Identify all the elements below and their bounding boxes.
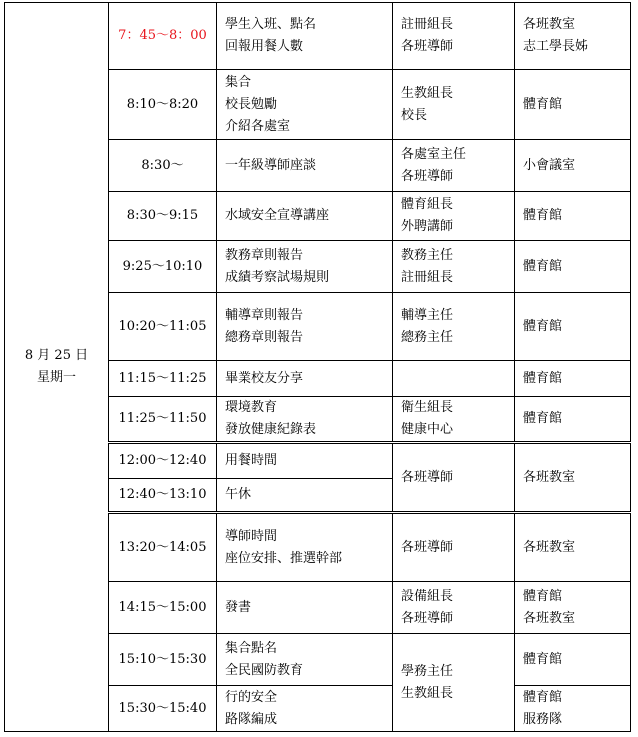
item-cell: 午休	[217, 479, 393, 513]
person-cell: 輔導主任 總務主任	[393, 293, 515, 361]
item-cell: 行的安全 路隊編成	[217, 686, 393, 732]
place-cell: 體育館	[515, 293, 631, 361]
person-cell: 各處室主任 各班導師	[393, 140, 515, 192]
place-cell: 體育館	[515, 397, 631, 443]
time-cell: 15:10～15:30	[109, 634, 217, 686]
item-cell: 學生入班、點名 回報用餐人數	[217, 3, 393, 70]
person-cell: 各班導師	[393, 513, 515, 582]
place-cell: 體育館	[515, 361, 631, 397]
schedule-document	[4, 2, 630, 732]
item-cell: 集合 校長勉勵 介紹各處室	[217, 70, 393, 140]
time-cell: 8:30～9:15	[109, 192, 217, 241]
time-cell: 8:10～8:20	[109, 70, 217, 140]
time-cell: 11:15～11:25	[109, 361, 217, 397]
time-cell: 14:15～15:00	[109, 582, 217, 634]
place-cell: 體育館	[515, 192, 631, 241]
time-cell: 15:30～15:40	[109, 686, 217, 732]
time-cell: 11:25～11:50	[109, 397, 217, 443]
time-cell: 8:30～	[109, 140, 217, 192]
person-cell-merged: 各班導師	[393, 443, 515, 513]
date-cell	[5, 3, 109, 732]
time-cell: 9:25～10:10	[109, 241, 217, 293]
item-cell: 用餐時間	[217, 443, 393, 479]
place-cell: 體育館	[515, 70, 631, 140]
date-day: 8 月 25 日	[24, 348, 89, 363]
place-cell: 體育館	[515, 634, 631, 686]
item-cell: 一年級導師座談	[217, 140, 393, 192]
time-cell: 10:20～11:05	[109, 293, 217, 361]
time-cell: 12:00～12:40	[109, 443, 217, 479]
table-row	[5, 3, 631, 70]
person-cell: 生教組長 校長	[393, 70, 515, 140]
person-cell: 體育組長 外聘講師	[393, 192, 515, 241]
item-cell: 集合點名 全民國防教育	[217, 634, 393, 686]
time-cell: 7：45～8：00	[109, 3, 217, 70]
person-cell-merged: 學務主任 生教組長	[393, 634, 515, 732]
place-cell: 各班教室 志工學長姊	[515, 3, 631, 70]
time-cell: 12:40～13:10	[109, 479, 217, 513]
time-cell: 13:20～14:05	[109, 513, 217, 582]
person-cell: 衛生組長 健康中心	[393, 397, 515, 443]
place-cell: 各班教室	[515, 513, 631, 582]
item-cell: 發書	[217, 582, 393, 634]
item-cell: 導師時間 座位安排、推選幹部	[217, 513, 393, 582]
schedule-table	[4, 2, 631, 732]
place-cell: 體育館	[515, 241, 631, 293]
item-cell: 輔導章則報告 總務章則報告	[217, 293, 393, 361]
person-cell: 教務主任 註冊組長	[393, 241, 515, 293]
place-cell-merged: 各班教室	[515, 443, 631, 513]
place-cell: 體育館 各班教室	[515, 582, 631, 634]
place-cell: 小會議室	[515, 140, 631, 192]
item-cell: 教務章則報告 成績考察試場規則	[217, 241, 393, 293]
person-cell-empty	[393, 361, 515, 397]
place-cell: 體育館 服務隊	[515, 686, 631, 732]
person-cell: 註冊組長 各班導師	[393, 3, 515, 70]
item-cell: 畢業校友分享	[217, 361, 393, 397]
item-cell: 環境教育 發放健康紀錄表	[217, 397, 393, 443]
item-cell: 水域安全宣導講座	[217, 192, 393, 241]
date-weekday: 星期一	[36, 370, 76, 385]
person-cell: 設備組長 各班導師	[393, 582, 515, 634]
